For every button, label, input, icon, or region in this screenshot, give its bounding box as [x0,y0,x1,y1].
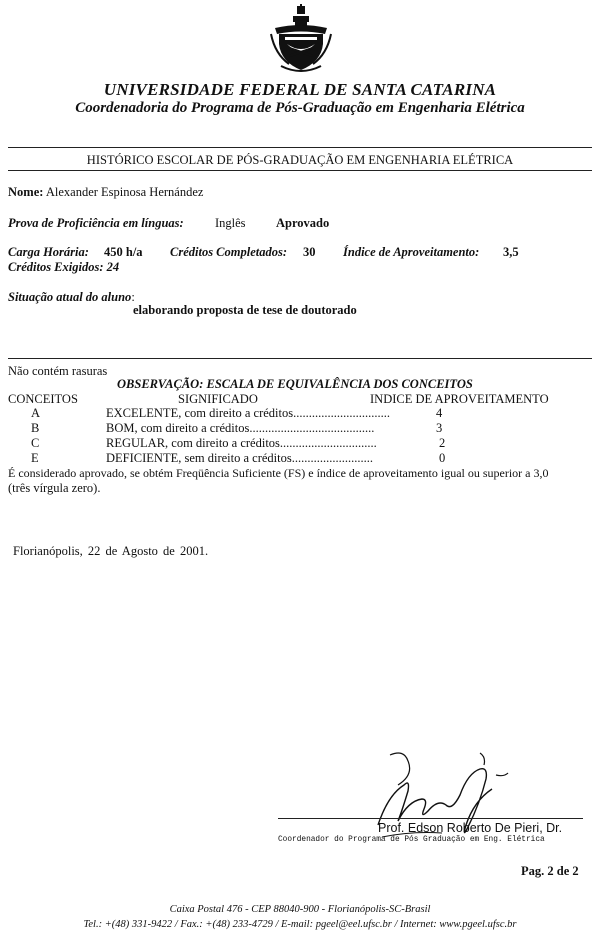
university-crest-logo [265,4,337,76]
year: 2001. [179,544,209,558]
footer-address: Caixa Postal 476 - CEP 88040-900 - Florianópolis-SC-Brasil [169,904,431,915]
signature-line [278,818,583,819]
concept-meaning: DEFICIENTE, sem direito a créditos.......................... [106,451,373,465]
student-name-row [8,185,203,200]
page-number: Pag. 2 de 2 [521,864,579,878]
status-label: Situação atual do aluno [8,290,132,304]
credits-required: Créditos Exigidos: 24 [8,260,120,274]
divider [8,170,592,171]
university-name: UNIVERSIDADE FEDERAL DE SANTA CATARINA [103,80,497,99]
footer-contacts: Tel.: +(48) 331-9422 / Fax.: +(48) 233-4729 / E-mail: pgeel@eel.ufsc.br / Internet: www.pgeel.ufsc.br [83,919,517,930]
workload-value: 450 h/a [104,245,143,259]
signatory-role: Coordenador do Programa de Pós Graduação em Eng. Elétrica [278,836,545,844]
concept-meaning: EXCELENTE, com direito a créditos............................... [106,406,390,420]
city: Florianópolis, [13,544,83,558]
concept-letter: C [31,436,40,450]
month: Agosto [121,544,158,558]
department-name: Coordenadoria do Programa de Pós-Graduação em Engenharia Elétrica [75,100,525,116]
proficiency-result: Aprovado [276,216,330,230]
index-value: 3,5 [503,245,519,259]
student-name: Alexander Espinosa Hernández [45,185,204,199]
name-label: Nome: [8,185,44,199]
credits-completed-value: 30 [303,245,316,259]
concept-index: 0 [439,451,446,465]
place-date [13,544,208,559]
concept-letter: B [31,421,40,435]
divider [8,358,592,359]
proficiency-language: Inglês [215,216,246,230]
concept-letter: A [31,406,41,420]
document-title: HISTÓRICO ESCOLAR DE PÓS-GRADUAÇÃO EM ENGENHARIA ELÉTRICA [86,153,514,167]
proficiency-label: Prova de Proficiência em línguas: [8,216,184,230]
concept-index: 2 [439,436,446,450]
column-index: INDICE DE APROVEITAMENTO [370,392,549,406]
preposition: de [163,544,175,558]
concept-letter: E [31,451,39,465]
preposition: de [105,544,118,558]
status-value: elaborando proposta de tese de doutorado [133,303,357,317]
no-erasures-note: Não contém rasuras [8,364,108,378]
credits-completed-label: Créditos Completados: [170,245,288,259]
day: 22 [87,544,101,558]
workload-label: Carga Horária: [8,245,89,259]
divider [8,147,592,148]
signatory-name: Prof. Edson Roberto De Pieri, Dr. [378,821,563,835]
column-meaning: SIGNIFICADO [178,392,258,406]
approval-rule-line1: É considerado aprovado, se obtém Freqüência Suficiente (FS) e índice de aproveitamento igual ou superior a 3,0 [8,466,549,480]
index-label: Índice de Aproveitamento: [343,245,480,259]
column-concepts: CONCEITOS [8,392,78,406]
approval-rule-line2: (três vírgula zero). [8,481,101,495]
concept-meaning: BOM, com direito a créditos........................................ [106,421,375,435]
concept-index: 3 [436,421,443,435]
concept-meaning: REGULAR, com direito a créditos............................... [106,436,377,450]
scale-title: OBSERVAÇÃO: ESCALA DE EQUIVALÊNCIA DOS CONCEITOS [117,377,473,391]
concept-index: 4 [436,406,443,420]
status-row [8,290,135,305]
status-colon: : [131,290,135,304]
